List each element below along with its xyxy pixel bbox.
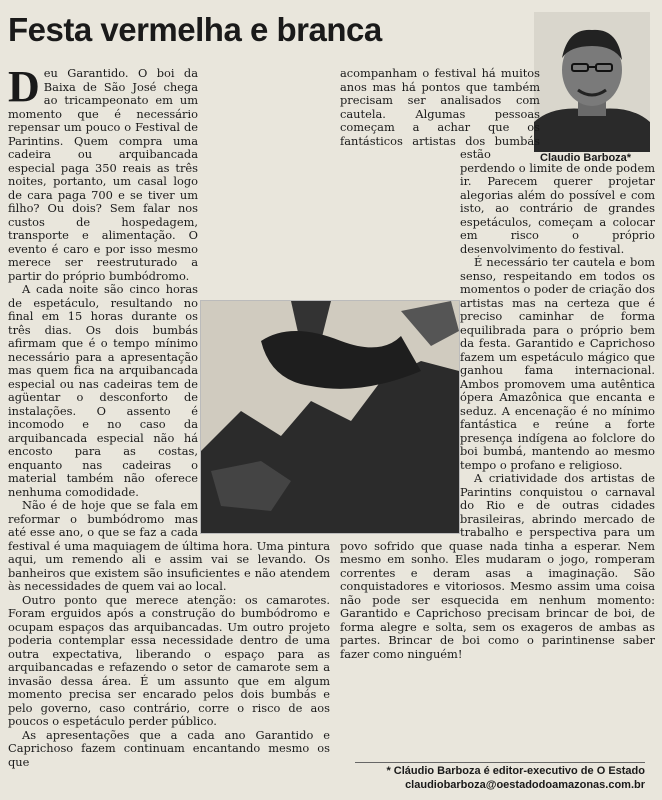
author-caption: Claudio Barboza*: [540, 152, 632, 164]
paragraph: A criatividade dos artistas de Parintins conquistou o carnaval do Rio e de outras cidades brasileiras, abrindo mercado de trabalho e perspectiva para um povo sofrido que quase nada tinha a esperar. Nem mesmo em sonho. Eles mudaram o jogo, romperam correntes e deram asas a imaginação. São conquistadores e vitoriosos. Mesmo assim uma coisa não pode ser esquecida em nenhum momento: Garantido e Caprichoso precisam brincar de boi, de forma alegre e solta, sem os exageros de ambas as partes. Brincar de boi como o parintinense saber fazer como ninguém!: [340, 471, 655, 661]
paragraph: É necessário ter cautela e bom senso, respeitando em todos os momentos o poder de criação dos artistas mas na certeza que é preciso caminhar de forma equilibrada para o próprio bem da festa. Garantido e Caprichoso fazem um espetáculo mágico que ganhou fama internacional. Ambos promovem uma autêntica ópera Amazônica que encanta e seduz. A encenação é no mínimo fantástica e reúne a forte presença indígena ao folclore do boi bumbá, mantendo ao mesmo tempo o profano e religioso.: [460, 255, 655, 472]
paragraph: acompanham o festival há muitos anos mas há pontos que também precisam ser analisados com cautela. Algumas pessoas começam a achar que os fantásticos artistas dos bumbás estão perdendo o limite de onde podem ir. Parecem querer projetar alegorias além do possível e com isto, ao contrário de grandes espetáculos, começam a colocar em risco o próprio desenvolvimento do festival.: [340, 67, 655, 256]
article-title: Festa vermelha e branca: [8, 11, 382, 48]
author-credit: [355, 764, 645, 792]
credit-line: * Cláudio Barboza é editor-executivo de O Estado: [386, 765, 645, 777]
paragraph: A cada noite são cinco horas de espetáculo, resultando no final em 15 horas durante os três dias. Os dois bumbás afirmam que é o tempo mínimo necessário para a apresentação mas quem fica na arquibancada especial ou nas cadeiras tem de agüentar o desconforto de instalações. O assento é incomodo e no caso da arquibancada especial não há encosto para as costas, enquanto nas cadeiras o material também não oferece nenhuma comodidade.: [8, 282, 198, 499]
paragraph: Deu Garantido. O boi da Baixa de São José chega ao tricampeonato em um momento que é necessário repensar um pouco o Festival de Parintins. Quem compra uma cadeira ou arquibancada especial paga 350 reais as três noites, portanto, um casal logo de cara paga 700 e se tiver um filho? Ou dois? Sem falar nos custos de hospedagem, transporte e alimentação. O evento é caro e por isso mesmo merece ser reestruturado a partir do próprio bumbódromo.: [8, 67, 198, 283]
paragraph: Outro ponto que merece atenção: os camarotes. Foram erguidos após a construção do bumbódromo e ocupam espaços das arquibancadas. Um outro projeto poderia contemplar essa necessidade dentro de uma outra expectativa, liberando o espaço para as arquibancadas e refazendo o setor de camarote sem a invasão dessa área. É um assunto que em algum momento precisa ser encarado pelos dois bumbás e pelo governo, caso contrário, corre o risco de aos poucos o espetáculo perder público.: [8, 592, 330, 728]
festival-photo: [200, 300, 460, 534]
paragraph: As apresentações que a cada ano Garantido e Caprichoso fazem continuam encantando mesmo os que: [8, 727, 330, 769]
drop-cap: D: [8, 67, 40, 111]
credit-divider: [355, 762, 645, 763]
author-email: claudiobarboza@oestadodoamazonas.com.br: [405, 779, 645, 791]
paragraph: Não é de hoje que se fala em reformar o bumbódromo mas até esse ano, o que se faz a cada festival é uma maquiagem de última hora. Uma pintura aqui, um remendo ali e assim vai se levando. Os banheiros que existem são insuficientes e não atendem às necessidades de quem vai ao local.: [8, 498, 330, 593]
